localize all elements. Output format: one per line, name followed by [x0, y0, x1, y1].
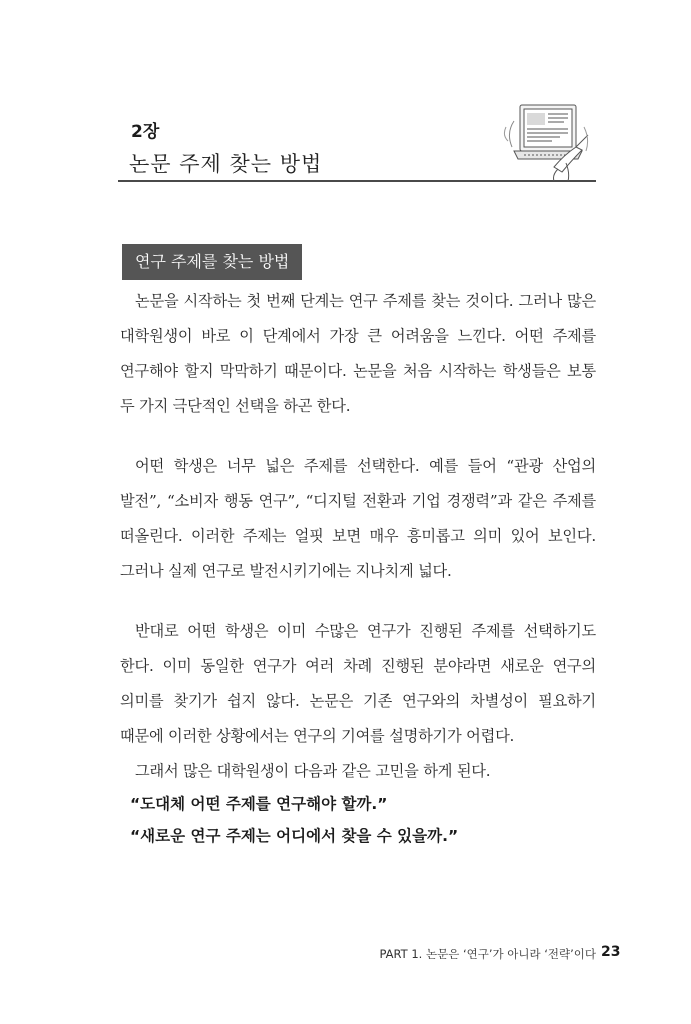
body-paragraph: 어떤 학생은 너무 넓은 주제를 선택한다. 예를 들어 “관광 산업의 발전”, “소비자 행동 연구”, “디지털 전환과 기업 경쟁력”과 같은 주제를 떠올린다. 이러한 주제는 얼핏 보면 매우 흥미롭고 의미 있어 보인다. 그러나 실제 연구로 발전시키기에는 지나치게 넓다.: [120, 457, 596, 580]
section-heading: 연구 주제를 찾는 방법: [122, 244, 302, 280]
page-number: 23: [601, 944, 621, 960]
chapter-number: 2장: [131, 122, 160, 142]
body-paragraph: 논문을 시작하는 첫 번째 단계는 연구 주제를 찾는 것이다. 그러나 많은 대학원생이 바로 이 단계에서 가장 큰 어려움을 느낀다. 어떤 주제를 연구해야 할지 막막하기 때문이다. 논문을 처음 시작하는 학생들은 보통 두 가지 극단적인 선택을 하곤 한다.: [120, 292, 596, 415]
body-paragraph: 반대로 어떤 학생은 이미 수많은 연구가 진행된 주제를 선택하기도 한다. 이미 동일한 연구가 여러 차례 진행된 분야라면 새로운 연구의 의미를 찾기가 쉽지 않다. 논문은 기존 연구와의 차별성이 필요하기 때문에 이러한 상황에서는 연구의 기여를 설명하기가 어렵다.: [120, 622, 596, 745]
laptop-with-writing-hand-icon: [502, 97, 592, 181]
chapter-title: 논문 주제 찾는 방법: [129, 152, 323, 176]
quote-line: “새로운 연구 주제는 어디에서 찾을 수 있을까.”: [130, 827, 459, 845]
body-paragraph: 그래서 많은 대학원생이 다음과 같은 고민을 하게 된다.: [135, 762, 491, 780]
quote-line: “도대체 어떤 주제를 연구해야 할까.”: [130, 795, 388, 813]
running-title: PART 1. 논문은 ‘연구’가 아니라 ‘전략’이다: [379, 947, 596, 961]
